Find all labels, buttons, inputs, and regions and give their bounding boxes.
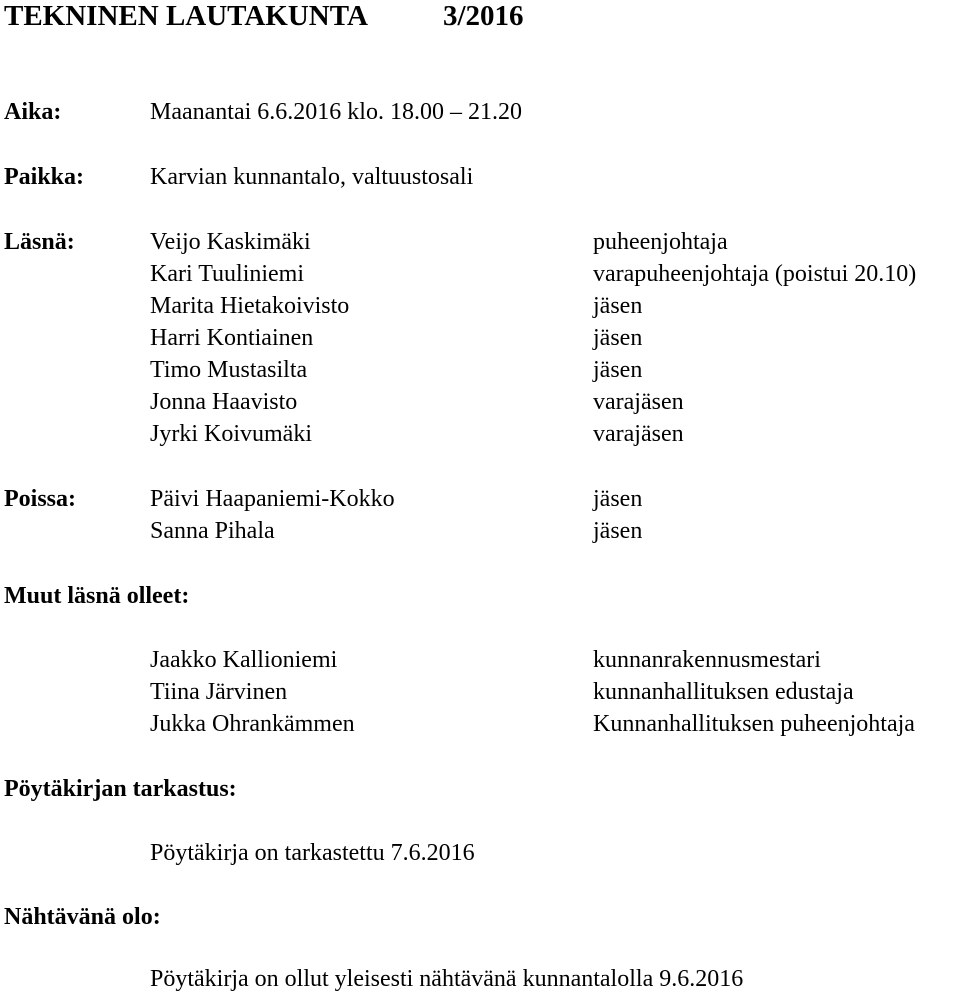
present-member-role: jäsen <box>593 357 643 383</box>
present-member-role: jäsen <box>593 325 643 351</box>
absent-member-role: jäsen <box>593 518 643 544</box>
document-title: TEKNINEN LAUTAKUNTA <box>4 0 368 32</box>
display-text: Pöytäkirja on ollut yleisesti nähtävänä kunnantalolla 9.6.2016 <box>150 966 744 992</box>
present-label: Läsnä: <box>4 229 75 255</box>
other-member-name: Jaakko Kallioniemi <box>150 647 338 673</box>
absent-label: Poissa: <box>4 486 76 512</box>
review-label: Pöytäkirjan tarkastus: <box>4 776 237 802</box>
present-member-role: varajäsen <box>593 389 684 415</box>
place-label: Paikka: <box>4 164 85 190</box>
present-member-role: puheenjohtaja <box>593 229 728 255</box>
other-member-role: Kunnanhallituksen puheenjohtaja <box>593 711 915 737</box>
other-member-role: kunnanrakennusmestari <box>593 647 821 673</box>
present-member-name: Timo Mustasilta <box>150 357 308 383</box>
present-member-name: Kari Tuuliniemi <box>150 261 305 287</box>
present-member-name: Marita Hietakoivisto <box>150 293 350 319</box>
others-label: Muut läsnä olleet: <box>4 583 190 609</box>
meeting-number: 3/2016 <box>443 0 524 32</box>
present-member-role: jäsen <box>593 293 643 319</box>
absent-member-name: Sanna Pihala <box>150 518 275 544</box>
time-label: Aika: <box>4 99 62 125</box>
absent-member-role: jäsen <box>593 486 643 512</box>
present-member-name: Veijo Kaskimäki <box>150 229 311 255</box>
other-member-role: kunnanhallituksen edustaja <box>593 679 854 705</box>
present-member-name: Harri Kontiainen <box>150 325 314 351</box>
present-member-name: Jyrki Koivumäki <box>150 421 312 447</box>
other-member-name: Jukka Ohrankämmen <box>150 711 355 737</box>
place-value: Karvian kunnantalo, valtuustosali <box>150 164 474 190</box>
time-value: Maanantai 6.6.2016 klo. 18.00 – 21.20 <box>150 99 522 125</box>
display-label: Nähtävänä olo: <box>4 904 161 930</box>
review-text: Pöytäkirja on tarkastettu 7.6.2016 <box>150 840 475 866</box>
present-member-name: Jonna Haavisto <box>150 389 298 415</box>
other-member-name: Tiina Järvinen <box>150 679 288 705</box>
present-member-role: varapuheenjohtaja (poistui 20.10) <box>593 261 917 287</box>
absent-member-name: Päivi Haapaniemi-Kokko <box>150 486 395 512</box>
present-member-role: varajäsen <box>593 421 684 447</box>
